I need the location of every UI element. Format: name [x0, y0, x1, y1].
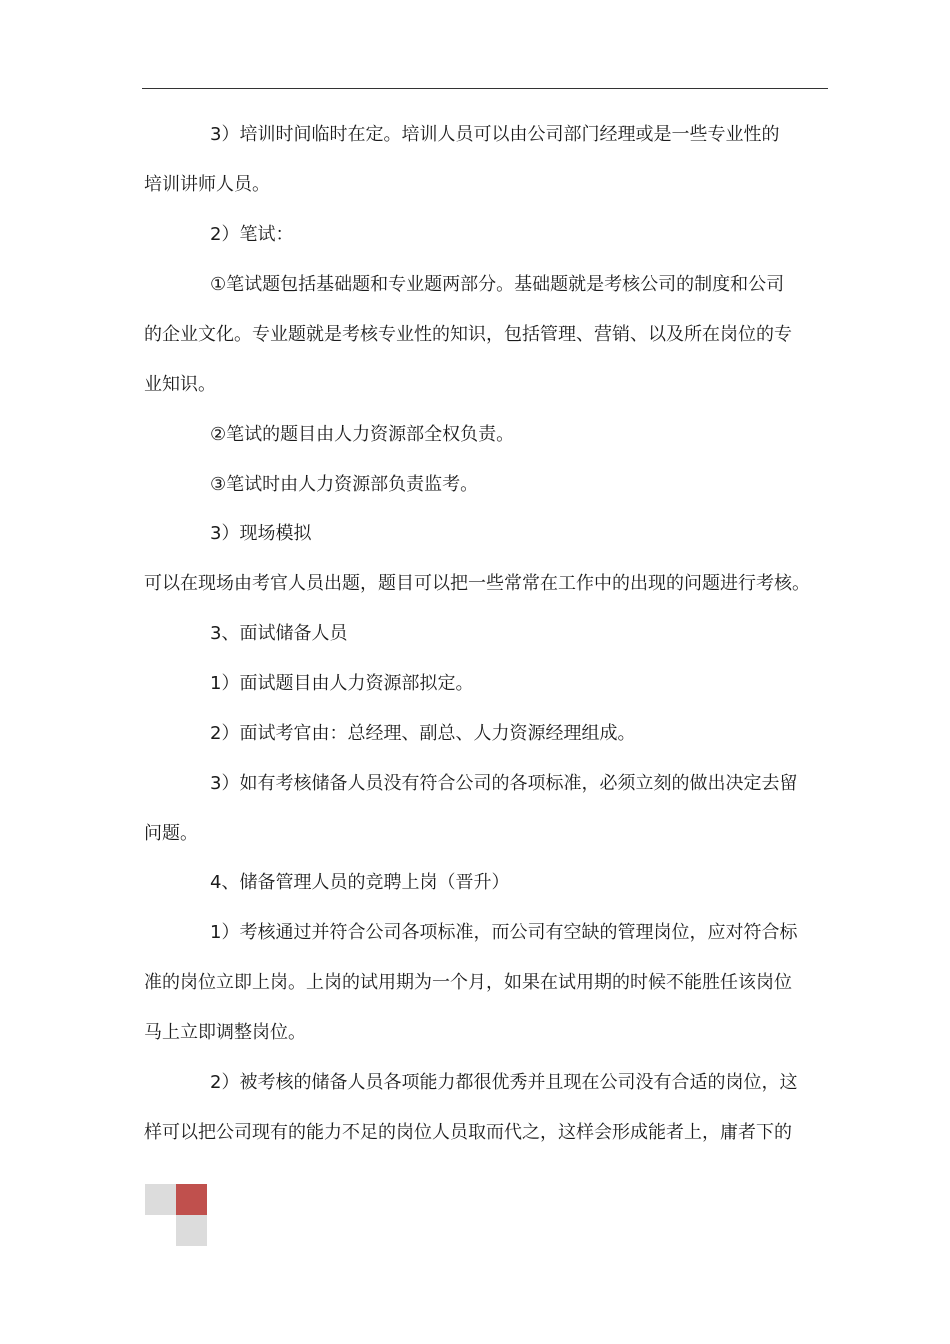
paragraph-line: ①笔试题包括基础题和专业题两部分。基础题就是考核公司的制度和公司	[210, 274, 785, 295]
decorative-square-gray	[176, 1215, 207, 1246]
paragraph-line: 2）面试考官由：总经理、副总、人力资源经理组成。	[210, 723, 636, 744]
paragraph-line: 3）培训时间临时在定。培训人员可以由公司部门经理或是一些专业性的	[210, 124, 780, 145]
paragraph-line: ②笔试的题目由人力资源部全权负责。	[210, 424, 515, 445]
paragraph-line: 的企业文化。专业题就是考核专业性的知识，包括管理、营销、以及所在岗位的专	[144, 324, 792, 345]
paragraph-line: 可以在现场由考官人员出题，题目可以把一些常常在工作中的出现的问题进行考核。	[144, 573, 810, 594]
paragraph-line: 1）面试题目由人力资源部拟定。	[210, 673, 474, 694]
section-heading: 4、储备管理人员的竞聘上岗（晋升）	[210, 872, 510, 893]
paragraph-line: 2）笔试：	[210, 224, 294, 245]
paragraph-line: 3）现场模拟	[210, 523, 312, 544]
paragraph-line: 马上立即调整岗位。	[144, 1022, 306, 1043]
decorative-square-gray	[145, 1184, 176, 1215]
paragraph-line: 问题。	[144, 823, 198, 844]
paragraph-line: 2）被考核的储备人员各项能力都很优秀并且现在公司没有合适的岗位，这	[210, 1072, 798, 1093]
decorative-square-red	[176, 1184, 207, 1215]
paragraph-line: 业知识。	[144, 374, 216, 395]
paragraph-line: 培训讲师人员。	[144, 174, 270, 195]
paragraph-line: 准的岗位立即上岗。上岗的试用期为一个月，如果在试用期的时候不能胜任该岗位	[144, 972, 792, 993]
paragraph-line: ③笔试时由人力资源部负责监考。	[210, 474, 479, 495]
section-heading: 3、面试储备人员	[210, 623, 348, 644]
header-rule	[142, 88, 828, 89]
paragraph-line: 样可以把公司现有的能力不足的岗位人员取而代之，这样会形成能者上，庸者下的	[144, 1122, 792, 1143]
paragraph-line: 3）如有考核储备人员没有符合公司的各项标准，必须立刻的做出决定去留	[210, 773, 798, 794]
paragraph-line: 1）考核通过并符合公司各项标准，而公司有空缺的管理岗位，应对符合标	[210, 922, 798, 943]
